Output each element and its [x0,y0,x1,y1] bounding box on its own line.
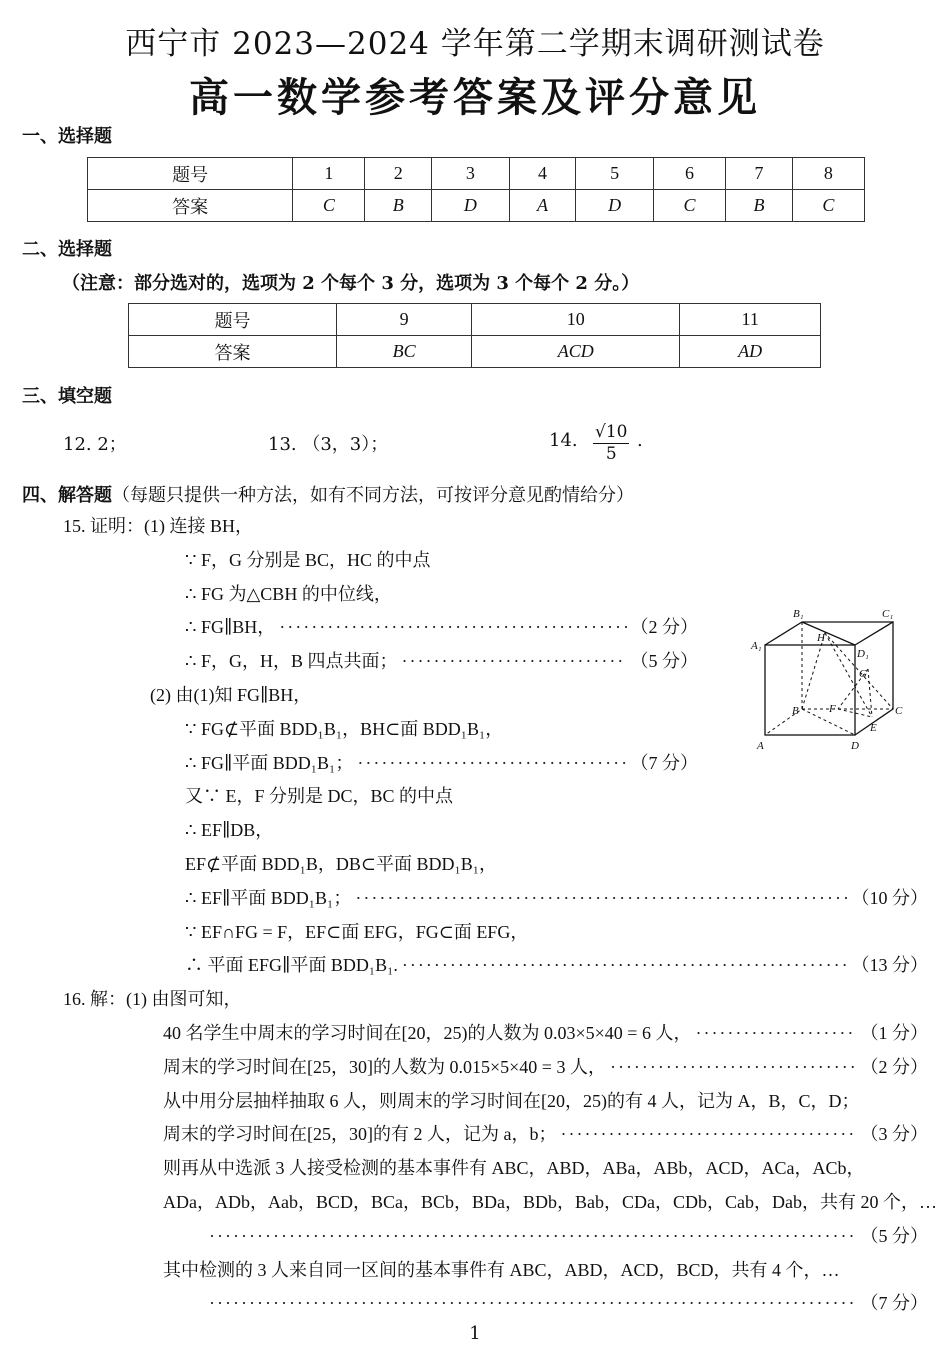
score-label: （7 分） [860,1293,928,1314]
solution-line [0,1186,950,1220]
cell: D [432,190,510,222]
solution-line [0,1118,928,1152]
line-text: 则再从中选派 3 人接受检测的基本事件有 ABC，ABD，ABa，ABb，ACD，ACa，ACb， [163,1158,865,1179]
line-text: ∴ FG∥平面 BDD₁B₁； [185,752,354,773]
answer-14-label: 14. [549,430,578,451]
dot-leader [357,747,626,781]
answer-14-fraction [593,422,629,465]
page-number: 1 [469,1323,481,1344]
line-text: ∵ F，G 分别是 BC，HC 的中点 [185,549,431,570]
section4-note: （每题只提供一种方法，如有不同方法，可按评分意见酌情给分） [112,485,634,506]
cell: 5 [576,158,654,190]
score-label: （13 分） [851,955,928,976]
solution-line [0,1152,950,1186]
fill-answers [63,422,763,466]
solution-line [0,1051,928,1085]
solution-line [0,983,950,1017]
solution-line [0,949,928,983]
section2-note: （注意：部分选对的，选项为 2 个每个 3 分，选项为 3 个每个 2 分。） [62,273,640,294]
cell: BC [337,336,472,368]
numerator: √10 [595,422,628,442]
solution-line [0,1220,928,1254]
solution-line [0,1085,950,1119]
line-text: 又∵ E，F 分别是 DC，BC 的中点 [185,786,454,807]
label-a: A [757,740,764,752]
score-label: （1 分） [860,1022,928,1043]
dot-leader [560,1118,856,1152]
dot-leader [209,1220,857,1254]
answer-12: 12. 2； [63,434,127,455]
answer-table-2 [128,303,821,368]
solution-line [0,916,950,950]
answer-13: 13. （3，3）； [268,434,389,455]
section3-heading: 三、填空题 [22,386,112,407]
cell: 11 [680,304,821,336]
label-g: G [859,668,867,680]
line-text: ∴ EF∥DB， [185,820,274,841]
line-text: 周末的学习时间在[25，30]的人数为 0.015×5×40 = 3 人， [163,1056,606,1077]
line-text: ∵ FG⊄平面 BDD₁B₁，BH⊂面 BDD₁B₁， [185,718,504,739]
cell: 8 [792,158,864,190]
line-text: 其中检测的 3 人来自同一区间的基本事件有 ABC，ABD，ACD，BCD，共有 4 个，… [163,1259,840,1280]
header-cell: 答案 [88,190,293,222]
section4-title: 四、解答题 [22,485,112,506]
header-cell: 答案 [129,336,337,368]
table-row [88,190,865,222]
line-text: ∴ EF∥平面 BDD₁B₁； [185,887,352,908]
solution-line [0,882,928,916]
table-row [129,336,821,368]
dot-leader [695,1017,856,1051]
label-a1: A₁ [751,640,762,652]
label-b: B [792,705,799,717]
cell: AD [680,336,821,368]
cell: ACD [472,336,680,368]
line-text: ∴ 平面 EFG∥平面 BDD₁B₁. [185,955,398,976]
label-e: E [870,722,877,734]
dot-leader [355,882,847,916]
dot-leader [279,611,626,645]
solution-line [0,645,698,679]
cube-figure [745,597,930,757]
line-text: ADa，ADb，Aab，BCD，BCa，BCb，BDa，BDb，Bab，CDa，CDb，Cab，Dab，共有 20 个，… [163,1191,937,1212]
score-label: （3 分） [860,1124,928,1145]
cell: 10 [472,304,680,336]
label-d: D [851,740,859,752]
solution-line [0,814,950,848]
solution-line [0,510,950,544]
label-c: C [895,705,903,717]
line-text: 15. 证明：(1) 连接 BH， [63,516,253,536]
score-label: （2 分） [630,617,698,638]
solution-line [0,747,698,781]
label-c1: C₁ [882,608,894,620]
cell: A [509,190,576,222]
header-cell: 题号 [88,158,293,190]
cell: 2 [365,158,432,190]
score-label: （7 分） [630,752,698,773]
line-text: (2) 由(1)知 FG∥BH， [150,684,312,705]
solution-line [0,544,950,578]
solution-line [0,611,698,645]
cell: C [293,190,365,222]
answer-14-end: . [637,430,643,451]
section4-heading [22,481,634,507]
denominator: 5 [605,444,617,464]
section2-heading: 二、选择题 [22,239,112,260]
cell: 6 [653,158,725,190]
line-text: ∵ EF∩FG = F，EF⊂面 EFG，FG⊂面 EFG， [185,921,529,942]
line-text: ∴ FG∥BH， [185,617,276,638]
cell: 3 [432,158,510,190]
score-label: （5 分） [630,651,698,672]
cell: 7 [726,158,793,190]
cell: 1 [293,158,365,190]
cell: 9 [337,304,472,336]
section1-heading: 一、选择题 [22,126,112,147]
label-h: H [817,632,825,644]
document-title: 西宁市 2023—2024 学年第二学期末调研测试卷 [125,26,825,62]
score-label: （5 分） [860,1225,928,1246]
score-label: （2 分） [860,1056,928,1077]
cell: B [365,190,432,222]
table-row [88,158,865,190]
solution-line [0,1287,928,1321]
cell: C [792,190,864,222]
dot-leader [610,1051,857,1085]
line-text: 从中用分层抽样抽取 6 人，则周末的学习时间在[20，25)的有 4 人，记为 A，B，C，D； [163,1090,860,1111]
line-text: 16. 解：(1) 由图可知， [63,989,242,1010]
document-subtitle: 高一数学参考答案及评分意见 [189,74,761,121]
solution-line [0,780,950,814]
dot-leader [209,1287,857,1321]
label-b1: B₁ [793,608,804,620]
line-text: ∴ F，G，H，B 四点共面； [185,651,398,672]
dot-leader [401,645,626,679]
cell: 4 [509,158,576,190]
cell: D [576,190,654,222]
header-cell: 题号 [129,304,337,336]
dot-leader [402,949,848,983]
line-text: EF⊄平面 BDD₁B，DB⊂平面 BDD₁B₁， [185,853,498,874]
score-label: （10 分） [851,887,928,908]
solution-line [0,848,950,882]
solution-line [0,1254,950,1288]
table-row [129,304,821,336]
label-f: F [829,703,836,715]
line-text: ∴ FG 为△CBH 的中位线， [185,583,392,604]
solution-line [0,1017,928,1051]
answer-table-1 [87,157,865,222]
line-text: 周末的学习时间在[25，30]的有 2 人，记为 a，b； [163,1124,557,1145]
line-text: 40 名学生中周末的学习时间在[20，25)的人数为 0.03×5×40 = 6 人， [163,1022,692,1043]
label-d1: D₁ [857,648,869,660]
cell: C [653,190,725,222]
cell: B [726,190,793,222]
